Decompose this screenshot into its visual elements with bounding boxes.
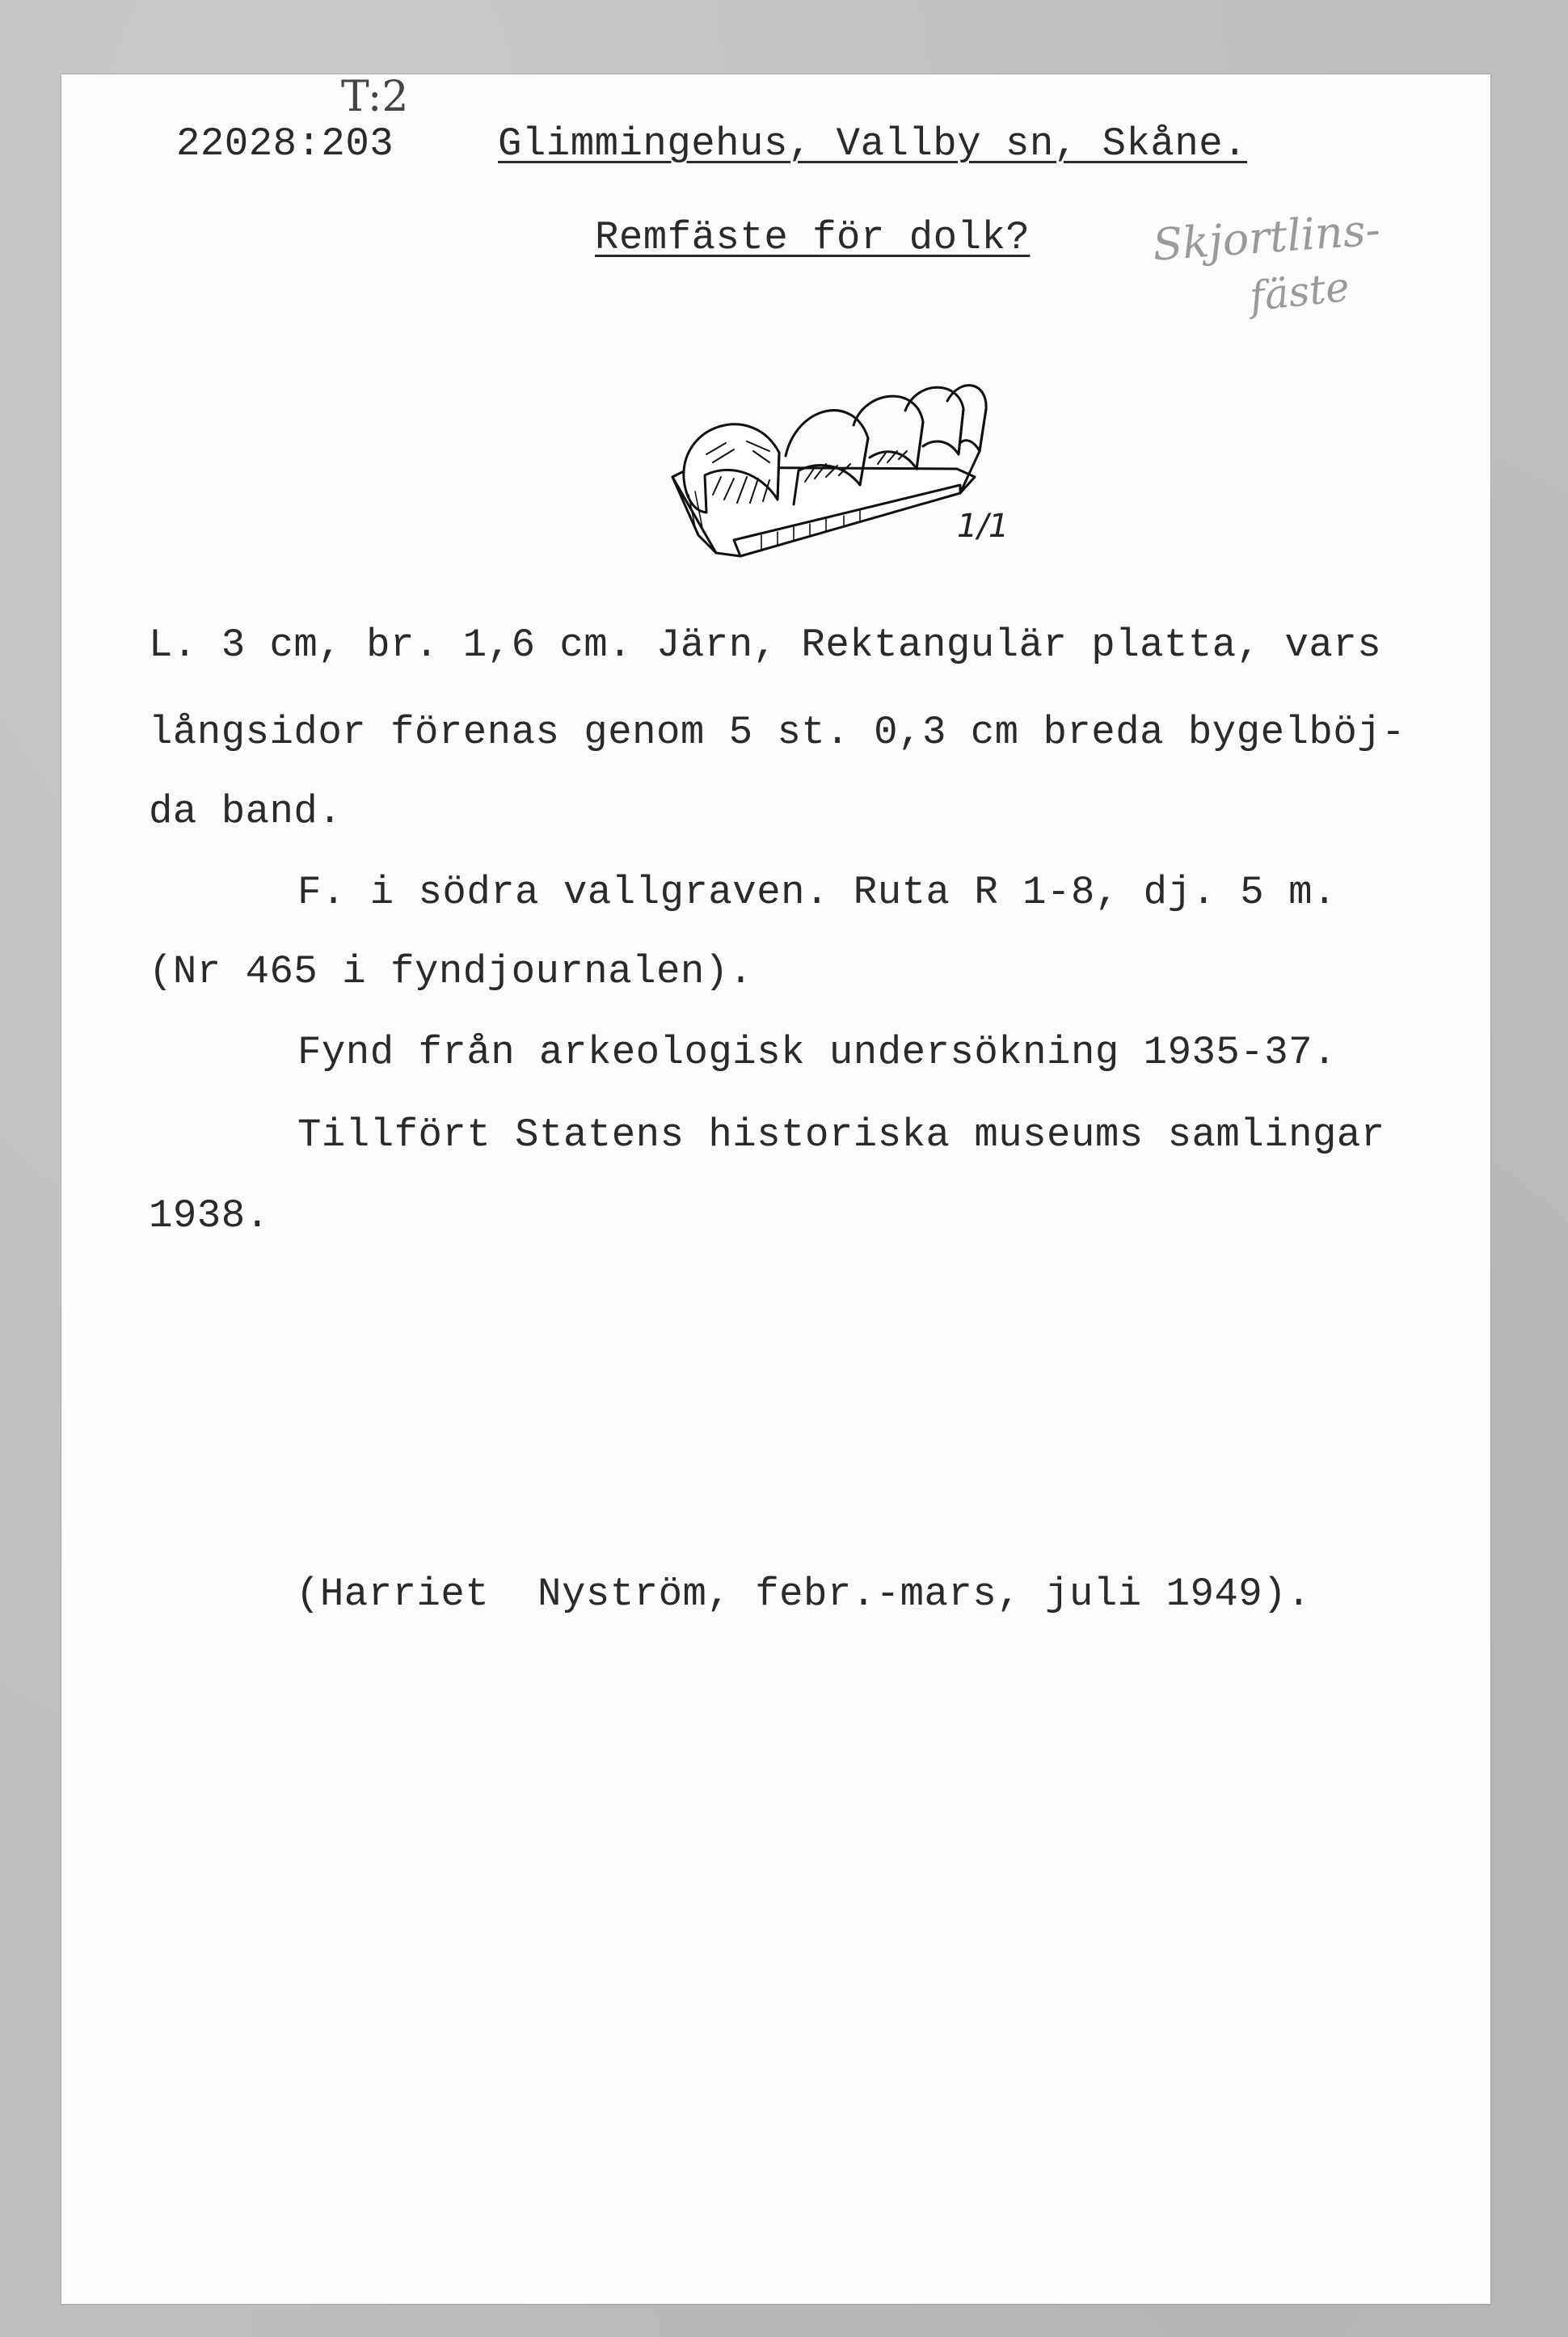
catalog-number: 22028:203 bbox=[176, 121, 394, 167]
scale-label: 1/1 bbox=[957, 508, 1010, 545]
object-title: Remfäste för dolk? bbox=[595, 215, 1031, 260]
body-line-1: L. 3 cm, br. 1,6 cm. Järn, Rektangulär platta, vars bbox=[149, 622, 1382, 668]
body-line-2: långsidor förenas genom 5 st. 0,3 cm breda bygelböj- bbox=[149, 710, 1406, 755]
find-location: Glimmingehus, Vallby sn, Skåne. bbox=[498, 121, 1248, 167]
body-line-8: 1938. bbox=[149, 1193, 270, 1238]
margin-note-line1: Skjortlins- bbox=[1151, 204, 1382, 271]
catalog-card bbox=[61, 74, 1490, 2304]
body-line-5: (Nr 465 i fyndjournalen). bbox=[149, 949, 753, 994]
margin-note-line2: fäste bbox=[1247, 263, 1352, 321]
body-line-3: da band. bbox=[149, 789, 343, 834]
body-line-7: Tillfört Statens historiska museums samlingar bbox=[297, 1112, 1385, 1158]
handwritten-mark: T:2 bbox=[341, 73, 409, 121]
body-line-4: F. i södra vallgraven. Ruta R 1-8, dj. 5 m. bbox=[297, 870, 1337, 915]
object-drawing bbox=[656, 373, 996, 567]
body-line-6: Fynd från arkeologisk undersökning 1935-37. bbox=[297, 1030, 1337, 1075]
signature-line: (Harriet Nyström, febr.-mars, juli 1949). bbox=[296, 1571, 1312, 1617]
